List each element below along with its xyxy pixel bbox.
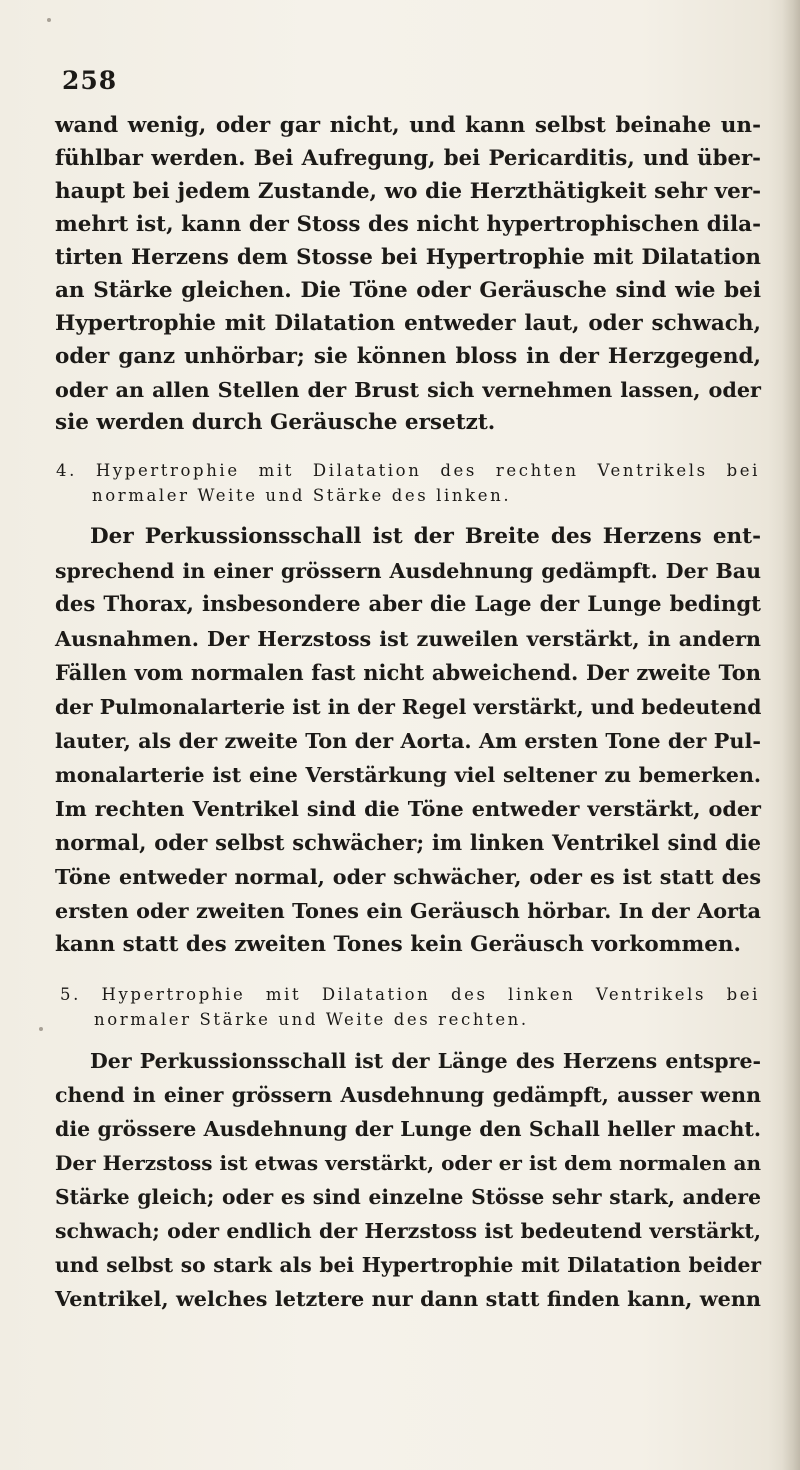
section-heading-5: 5. Hypertrophie mit Dilatation des linken Ventrikels bei — [60, 985, 760, 1004]
text-line: und selbst so stark als bei Hypertrophie mit Dilatation beider — [55, 1253, 761, 1277]
text-line: des Thorax, insbesondere aber die Lage der Lunge bedingt — [55, 592, 761, 617]
text-line: Ausnahmen. Der Herzstoss ist zuweilen verstärkt, in andern — [55, 627, 761, 651]
text-line: haupt bei jedem Zustande, wo die Herzthätigkeit sehr ver- — [55, 179, 761, 204]
paper-speck — [39, 1027, 43, 1031]
section-heading-5-cont: normaler Stärke und Weite des rechten. — [94, 1010, 529, 1029]
text-line: oder ganz unhörbar; sie können bloss in der Herzgegend, — [55, 344, 761, 369]
text-line: Fällen vom normalen fast nicht abweichend. Der zweite Ton — [55, 660, 761, 685]
text-line: chend in einer grössern Ausdehnung gedämpft, ausser wenn — [55, 1083, 761, 1107]
text-line: wand wenig, oder gar nicht, und kann selbst beinahe un- — [55, 113, 761, 138]
text-line: der Pulmonalarterie ist in der Regel verstärkt, und bedeutend — [55, 695, 762, 719]
paper-speck — [47, 18, 51, 22]
text-line: Der Herzstoss ist etwas verstärkt, oder er ist dem normalen an — [55, 1151, 761, 1175]
section-heading-4-cont: normaler Weite und Stärke des linken. — [92, 486, 512, 505]
text-line: lauter, als der zweite Ton der Aorta. Am ersten Tone der Pul- — [55, 729, 761, 753]
text-line: Im rechten Ventrikel sind die Töne entweder verstärkt, oder — [55, 797, 761, 821]
page-gutter-shadow — [782, 0, 800, 1470]
text-line: Hypertrophie mit Dilatation entweder laut, oder schwach, — [55, 311, 761, 336]
text-line: sprechend in einer grössern Ausdehnung gedämpft. Der Bau — [55, 559, 761, 583]
text-line: Der Perkussionsschall ist der Breite des Herzens ent- — [90, 524, 761, 549]
text-line: schwach; oder endlich der Herzstoss ist bedeutend verstärkt, — [55, 1219, 761, 1243]
text-line: Der Perkussionsschall ist der Länge des Herzens entspre- — [90, 1049, 761, 1073]
text-line: die grössere Ausdehnung der Lunge den Schall heller macht. — [55, 1117, 761, 1141]
text-line: Stärke gleich; oder es sind einzelne Stösse sehr stark, andere — [55, 1185, 761, 1209]
text-line: sie werden durch Geräusche ersetzt. — [55, 410, 496, 435]
text-line: oder an allen Stellen der Brust sich vernehmen lassen, oder — [55, 378, 761, 402]
text-line: monalarterie ist eine Verstärkung viel seltener zu bemerken. — [55, 763, 761, 787]
page-number: 258 — [62, 66, 118, 95]
text-line: ersten oder zweiten Tones ein Geräusch hörbar. In der Aorta — [55, 899, 761, 923]
text-line: normal, oder selbst schwächer; im linken Ventrikel sind die — [55, 830, 761, 855]
text-line: fühlbar werden. Bei Aufregung, bei Pericarditis, und über- — [55, 146, 761, 171]
text-line: tirten Herzens dem Stosse bei Hypertrophie mit Dilatation — [55, 245, 761, 270]
text-line: mehrt ist, kann der Stoss des nicht hypertrophischen dila- — [55, 212, 761, 237]
section-heading-4: 4. Hypertrophie mit Dilatation des rechten Ventrikels bei — [56, 461, 760, 480]
text-line: Ventrikel, welches letztere nur dann statt finden kann, wenn — [55, 1287, 761, 1311]
text-line: an Stärke gleichen. Die Töne oder Geräusche sind wie bei — [55, 278, 761, 303]
text-line: Töne entweder normal, oder schwächer, oder es ist statt des — [55, 865, 761, 889]
text-line: kann statt des zweiten Tones kein Geräusch vorkommen. — [55, 932, 742, 957]
